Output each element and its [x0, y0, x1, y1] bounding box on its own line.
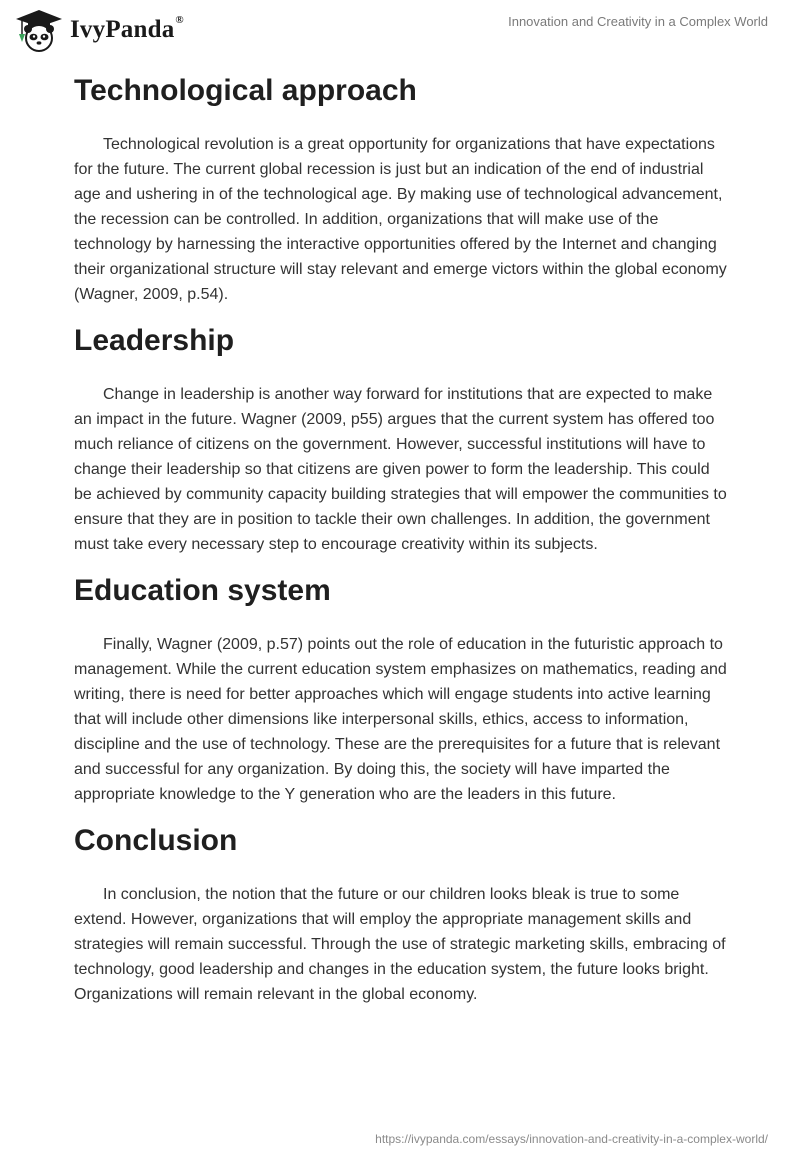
source-url[interactable]: https://ivypanda.com/essays/innovation-and-creativity-in-a-complex-world/ — [375, 1132, 768, 1146]
section-conclusion — [74, 820, 730, 1007]
section-paragraph: Finally, Wagner (2009, p.57) points out the role of education in the futuristic approach to management. While the current education system emphasizes on mathematics, reading and writing, there is need for better approaches which will engage students into active learning that will include other dimensions like interpersonal skills, ethics, access to information, discipline and the use of technology. These are the prerequisites for a future that is relevant and successful for any organization. By doing this, the society will have imparted the appropriate knowledge to the Y generation who are the leaders in this future. — [74, 636, 727, 803]
section-education-system — [74, 570, 730, 807]
section-paragraph: Change in leadership is another way forward for institutions that are expected to make an impact in the future. Wagner (2009, p55) argues that the current system has offered too much reliance of citizens on the government. However, successful institutions will have to change their leadership so that citizens are given power to form the leadership. This could be achieved by community capacity building strategies that will empower the communities to ensure that they are in position to tackle their own challenges. In addition, the government must take every necessary step to encourage creativity within its subjects. — [74, 386, 727, 553]
section-heading: Education system — [74, 574, 331, 607]
section-heading: Technological approach — [74, 74, 417, 107]
ivypanda-logo[interactable] — [14, 8, 184, 52]
panda-graduate-icon — [14, 8, 64, 52]
document-title: Innovation and Creativity in a Complex World — [508, 14, 768, 29]
essay-content — [74, 70, 730, 1007]
brand-name: IvyPanda® — [70, 14, 184, 43]
section-paragraph: In conclusion, the notion that the future or our children looks bleak is true to some extend. However, organizations that will employ the appropriate management skills and strategies will remain successful. Through the use of strategic marketing skills, embracing of technology, good leadership and changes in the education system, the future looks bright. Organizations will remain relevant in the global economy. — [74, 886, 726, 1003]
section-heading: Leadership — [74, 324, 235, 357]
section-leadership — [74, 320, 730, 557]
section-technological-approach — [74, 70, 730, 307]
section-heading: Conclusion — [74, 824, 238, 857]
section-paragraph: Technological revolution is a great opportunity for organizations that have expectations for the future. The current global recession is just but an indication of the end of industrial age and ushering in of the technological age. By making use of technological advancement, the recession can be controlled. In addition, organizations that will make use of the technology by harnessing the interactive opportunities offered by the Internet and changing their organizational structure will stay relevant and emerge victors within the global economy (Wagner, 2009, p.54). — [74, 136, 727, 303]
page-header — [0, 0, 800, 62]
